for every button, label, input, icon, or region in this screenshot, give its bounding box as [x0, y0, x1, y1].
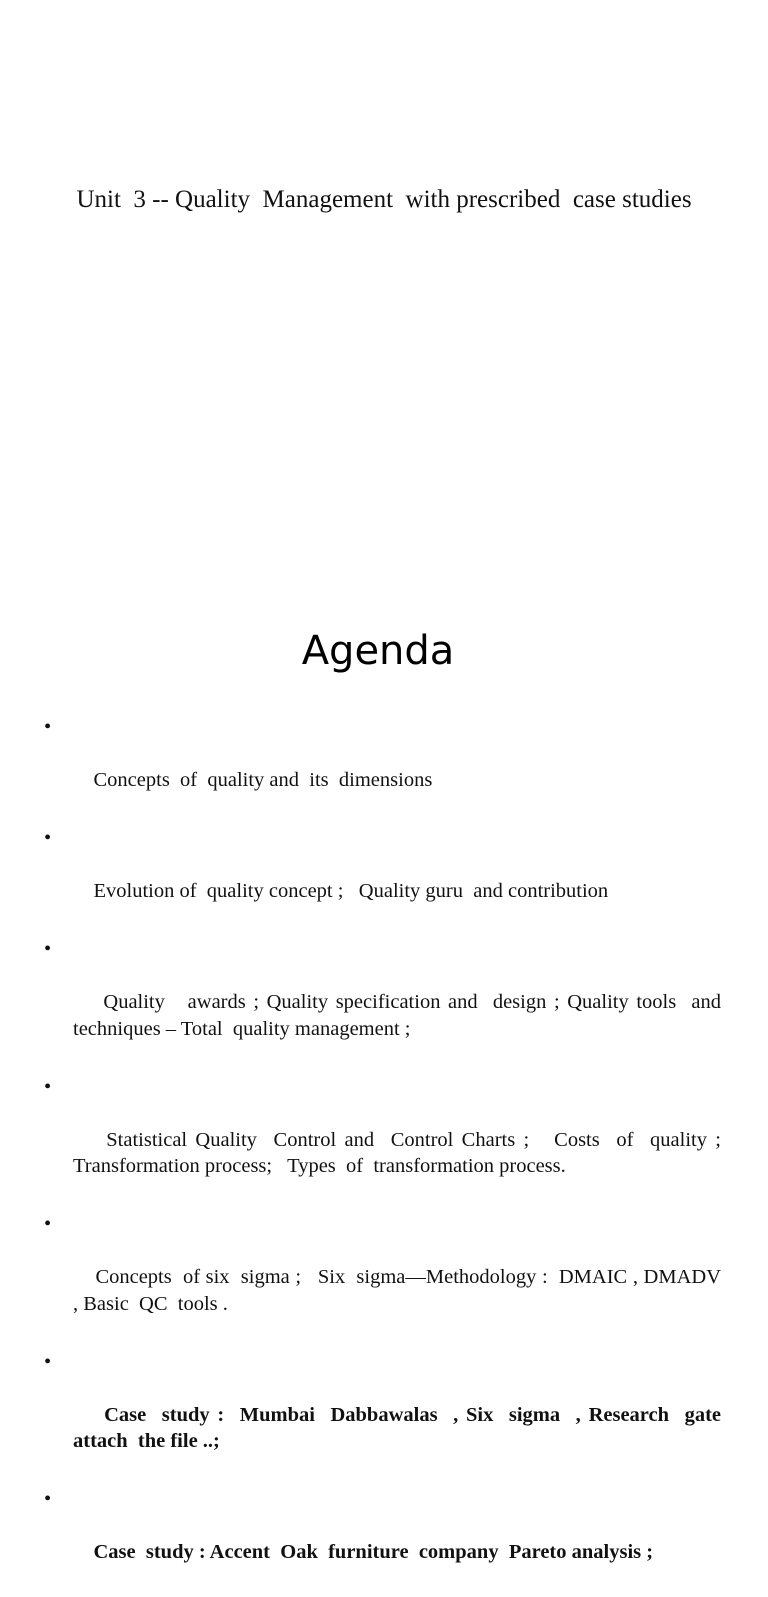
bullet-icon: •: [44, 938, 52, 960]
bullet-icon: •: [44, 1350, 52, 1373]
agenda-heading: Agenda: [301, 628, 455, 674]
agenda-item: [44, 1211, 727, 1344]
agenda-item: [44, 825, 721, 931]
agenda-item-text: Case study : Mumbai Dabbawalas , Six sigma , Research gate attach the file ..;: [73, 1403, 732, 1452]
agenda-item-case-study: [44, 1349, 732, 1482]
agenda-item-text: Quality awards ; Quality specification and design ; Quality tools and techniques – Total quality management ;: [73, 991, 732, 1040]
agenda-item: [44, 1074, 726, 1207]
bullet-icon: •: [44, 1488, 52, 1510]
bullet-icon: •: [44, 716, 52, 738]
agenda-item-text: Concepts of six sigma ; Six sigma—Methodology : DMAIC , DMADV , Basic QC tools .: [73, 1266, 727, 1315]
bullet-icon: •: [44, 1075, 52, 1098]
agenda-item-text: Statistical Quality Control and Control Charts ; Costs of quality ; Transformation process; Types of transformation process.: [73, 1128, 726, 1177]
agenda-list: [44, 714, 732, 1597]
agenda-item: [44, 936, 732, 1069]
bullet-icon: •: [44, 1213, 52, 1235]
agenda-item-case-study: [44, 1486, 721, 1592]
agenda-item-text: Evolution of quality concept ; Quality guru and contribution: [93, 880, 609, 902]
bullet-icon: •: [44, 827, 52, 849]
slide-title: Unit 3 -- Quality Management with prescribed case studies: [76, 186, 692, 213]
agenda-item: [44, 714, 721, 820]
agenda-item-text: Case study : Accent Oak furniture company Pareto analysis ;: [93, 1541, 654, 1563]
agenda-item-text: Concepts of quality and its dimensions: [93, 769, 433, 791]
